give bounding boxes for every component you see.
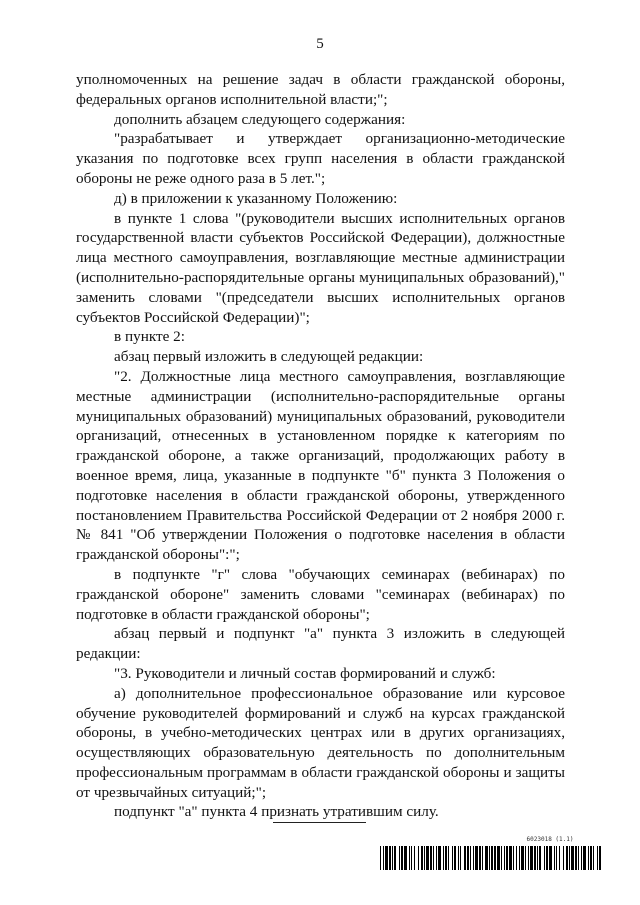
paragraph: "разрабатывает и утверждает организационно-методические указания по подготовке всех групп населения в области гражданской обороны не реже одного раза в 5 лет."; (76, 130, 565, 187)
paragraph: уполномоченных на решение задач в области гражданской обороны, федеральных органов исполнительной власти;"; (76, 71, 565, 108)
page-number: 5 (316, 36, 324, 52)
paragraph: а) дополнительное профессиональное образование или курсовое обучение руководителей формирований и служб на курсах гражданской обороны, в учебно-методических центрах или в других организациях, осуществляющих образовательную деятельность по дополнительным профессиональным программам в области гражданской обороны и защиты от чрезвычайных ситуаций;"; (76, 684, 565, 801)
paragraph: подпункт "а" пункта 4 признать утратившим силу. (114, 803, 439, 821)
paragraph: абзац первый и подпункт "а" пункта 3 изложить в следующей редакции: (76, 625, 565, 663)
paragraph: "2. Должностные лица местного самоуправления, возглавляющие местные администрации (исполнительно-распорядительные органы муниципальных образований) муниципальных образований, руководители организаций, отнесенных в установленном порядке к категориям по гражданской обороне, а также организаций, продолжающих работу в военное время, лица, указанные в подпункте "б" пункта 3 Положения о подготовке населения в области гражданской обороны, утвержденного постановлением Правительства Российской Федерации от 2 ноября 2000 г. № 841 "Об утверждении Положения о подготовке населения в области гражданской обороны":"; (76, 367, 565, 564)
paragraph: дополнить абзацем следующего содержания: (114, 110, 406, 128)
paragraph: в пункте 1 слова "(руководители высших исполнительных органов государственной власти субъектов Российской Федерации), должностные лица местного самоуправления, возглавляющие местные администрации (исполнительно-распорядительные органы муниципальных образований)," заменить словами "(председатели высших исполнительных органов субъектов Российской Федерации)"; (76, 209, 565, 326)
paragraph: в пункте 2: (114, 328, 185, 346)
barcode-label: 6023018 (1.1) (526, 836, 574, 843)
paragraph: "3. Руководители и личный состав формирований и служб: (114, 664, 496, 682)
paragraph: д) в приложении к указанному Положению: (114, 189, 398, 207)
document-body (76, 70, 565, 822)
separator-line (273, 822, 366, 823)
barcode-image (380, 846, 602, 870)
paragraph: абзац первый изложить в следующей редакции: (114, 348, 424, 366)
paragraph: в подпункте "г" слова "обучающих семинарах (вебинарах) по гражданской обороне" заменить словами "семинарах (вебинарах) по подготовке в области гражданской обороны"; (76, 565, 565, 623)
